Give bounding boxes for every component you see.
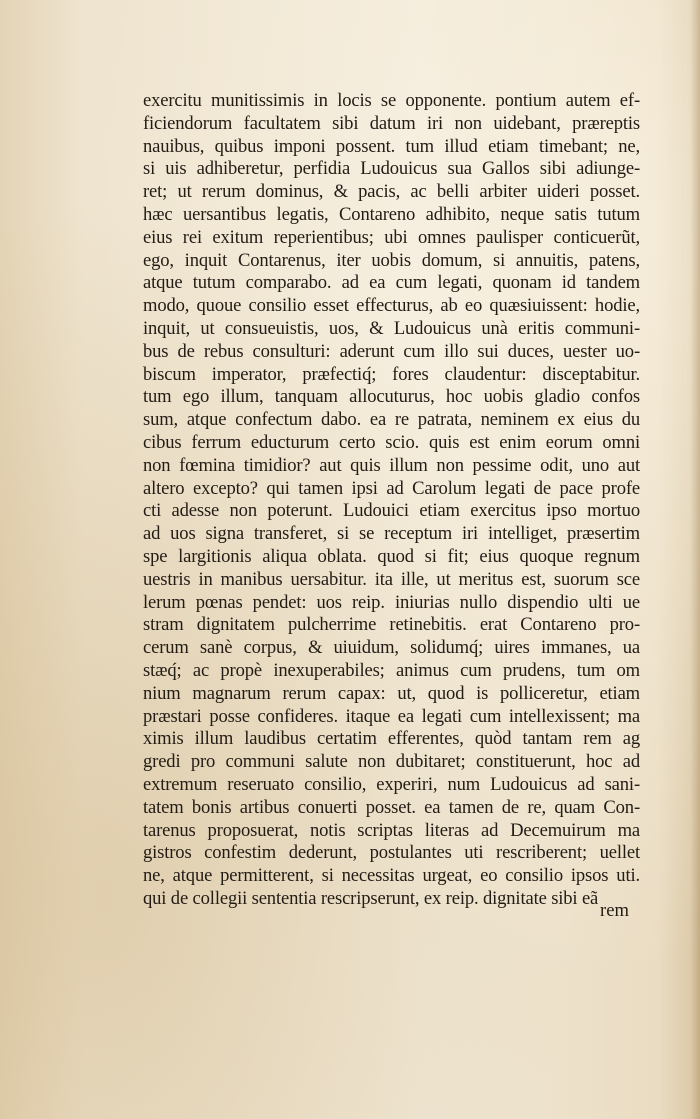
text-line: tatem bonis artibus conuerti posset. ea tamen de re, quam Con- — [143, 796, 640, 818]
text-line: ego, inquit Contarenus, iter uobis domum, si annuitis, patens, — [143, 249, 640, 271]
text-line: extremum reseruato consilio, experiri, num Ludouicus ad sani- — [143, 773, 640, 795]
text-line: cti adesse non poterunt. Ludouici etiam exercitus ipso mortuo — [143, 500, 640, 522]
text-line: tum ego illum, tanquam allocuturus, hoc uobis gladio confos — [143, 386, 640, 408]
text-line: lerum pœnas pendet: uos reip. iniurias nullo dispendio ulti ue — [143, 591, 640, 613]
text-line: gredi pro communi salute non dubitaret; constituerunt, hoc ad — [143, 751, 640, 773]
text-line: bus de rebus consulturi: aderunt cum illo sui duces, uester uo- — [143, 340, 640, 362]
catchword: rem — [600, 900, 629, 921]
text-line: ficiendorum facultatem sibi datum iri non uidebant, præreptis — [143, 112, 640, 134]
text-line: ad uos signa transferet, si se receptum iri intelliget, præsertim — [143, 523, 640, 545]
text-line: spe largitionis aliqua oblata. quod si fit; eius quoque regnum — [143, 545, 640, 567]
text-line: nauibus, quibus imponi possent. tum illud etiam timebant; ne, — [143, 135, 640, 157]
text-line: qui de collegii sententia rescripserunt, ex reip. dignitate sibi eã — [143, 887, 599, 909]
text-line: hæc uersantibus legatis, Contareno adhibito, neque satis tutum — [143, 203, 640, 225]
text-line: modo, quoue consilio esset effecturus, ab eo quæsiuissent: hodie, — [143, 295, 640, 317]
text-line: inquit, ut consueuistis, uos, & Ludouicus unà eritis communi- — [143, 317, 640, 339]
text-line: gistros confestim dederunt, postulantes uti rescriberent; uellet — [143, 842, 640, 864]
text-line: si uis adhiberetur, perfidia Ludouicus sua Gallos sibi adiunge- — [143, 158, 640, 180]
text-line: stram dignitatem pulcherrime retinebitis. erat Contareno pro- — [143, 614, 640, 636]
text-line: altero excepto? qui tamen ipsi ad Carolum legati de pace profe — [143, 477, 640, 499]
text-line: uestris in manibus uersabitur. ita ille, ut meritus est, suorum sce — [143, 568, 640, 590]
text-line: exercitu munitissimis in locis se opponente. pontium autem ef- — [143, 90, 640, 111]
text-line: biscum imperator, præfectiq́; fores claudentur: disceptabitur. — [143, 363, 640, 385]
text-line: tarenus proposuerat, notis scriptas literas ad Decemuirum ma — [143, 819, 640, 841]
text-line: stæq́; ac propè inexuperabiles; animus cum prudens, tum om — [143, 659, 640, 681]
text-line: cerum sanè corpus, & uiuidum, solidumq́; uires immanes, ua — [143, 637, 640, 659]
page-edge-shadow — [690, 0, 700, 1119]
text-line: ximis illum laudibus certatim efferentes, quòd tantam rem ag — [143, 728, 640, 750]
text-line: eius rei exitum reperientibus; ubi omnes paulisper conticuerũt, — [143, 226, 640, 248]
text-line: atque tutum comparabo. ad ea cum legati, quonam id tandem — [143, 272, 640, 294]
text-line: non fœmina timidior? aut quis illum non pessime odit, uno aut — [143, 454, 640, 476]
text-line: ret; ut rerum dominus, & pacis, ac belli arbiter uideri posset. — [143, 181, 640, 203]
text-line: ne, atque permitterent, si necessitas urgeat, eo consilio ipsos uti. — [143, 865, 640, 887]
text-line: præstari posse confideres. itaque ea legati cum intellexissent; ma — [143, 705, 640, 727]
text-line: sum, atque confectum dabo. ea re patrata, neminem ex eius du — [143, 409, 640, 431]
text-line: nium magnarum rerum capax: ut, quod is polliceretur, etiam — [143, 682, 640, 704]
text-line: cibus ferrum educturum certo scio. quis est enim eorum omni — [143, 431, 640, 453]
text-block — [143, 90, 640, 911]
